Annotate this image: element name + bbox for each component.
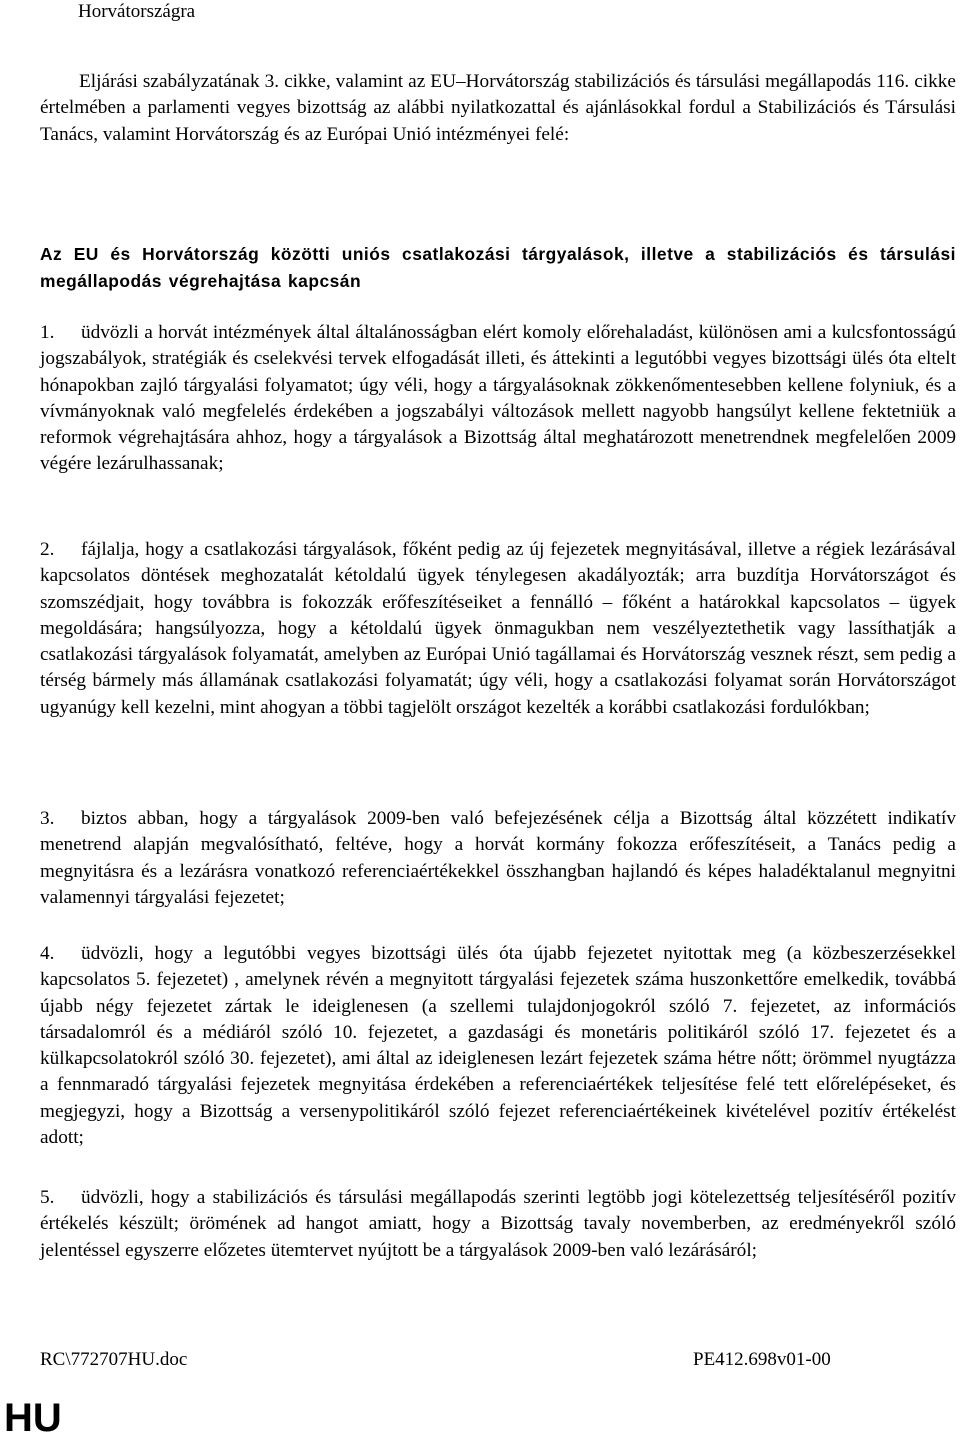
paragraph-number: 4. — [40, 943, 55, 964]
paragraph-number: 5. — [40, 1187, 55, 1208]
paragraph-text: üdvözli, hogy a legutóbbi vegyes bizottsági ülés óta újabb fejezetet nyitottak meg (a közbeszerzésekkel kapcsolatos 5. fejezetet) , amelynek révén a megnyitott tárgyalási fejezetek száma huszonkettőre emelkedik, továbbá újabb négy fejezetet zártak le ideiglenesen (a szellemi tulajdonjogokról szóló 7. fejezetet, az információs társadalomról és a médiáról szóló 10. fejezetet, a gazdasági és monetáris politikáról szóló 17. fejezetet és a külkapcsolatokról szóló 30. fejezetet), ami által az ideiglenesen lezárt fejezetek száma hétre nőtt; örömmel nyugtázza a fennmaradó tárgyalási fejezetek megnyitása érdekében a referenciaértékek teljesítése felé tett előrelépéseket, és megjegyzi, hogy a Bizottság a versenypolitikáról szóló fejezet referenciaértékeinek kivételével pozitív értékelést adott; — [40, 943, 956, 1149]
intro-paragraph: Eljárási szabályzatának 3. cikke, valamint az EU–Horvátország stabilizációs és társulási megállapodás 116. cikke értelmében a parlamenti vegyes bizottság az alábbi nyilatkozattal és ajánlásokkal fordul a Stabilizációs és Társulási Tanács, valamint Horvátország és az Európai Unió intézményei felé: — [40, 71, 956, 145]
paragraph-text: fájlalja, hogy a csatlakozási tárgyalások, főként pedig az új fejezetek megnyitásával, illetve a régiek lezárásával kapcsolatos döntések meghozatalát kétoldalú ügyek ténylegesen akadályozták; arra buzdítja Horvátországot és szomszédjait, hogy továbbra is fokozzák erőfeszítéseiket a fennálló – főként a határokkal kapcsolatos – ügyek megoldására; hangsúlyozza, hogy a kétoldalú ügyek önmagukban nem veszélyeztethetik vagy lassíthatják a csatlakozási tárgyalások folyamatát, amelyben az Európai Unió tagállamai és Horvátország vesznek részt, sem pedig a térség bármely más államának csatlakozási folyamatát; úgy véli, hogy a csatlakozási folyamat során Horvátországot ugyanúgy kell kezelni, mint ahogyan a többi tagjelölt országot kezelték a korábbi csatlakozási fordulókban; — [40, 539, 956, 718]
paragraph-number: 3. — [40, 808, 55, 829]
numbered-paragraph-4 — [40, 941, 956, 1151]
paragraph-number: 2. — [40, 539, 55, 560]
paragraph-text: üdvözli a horvát intézmények által általánosságban elért komoly előrehaladást, különösen ami a kulcsfontosságú jogszabályok, stratégiák és cselekvési tervek elfogadását illeti, és áttekinti a legutóbbi vegyes bizottsági ülés óta eltelt hónapokban zajló tárgyalási folyamatot; úgy véli, hogy a tárgyalásoknak zökkenőmentesebben kellene folyniuk, és a vívmányoknak való megfelelés érdekében a jogszabályi változások mellett nagyobb hangsúlyt kellene fektetniük a reformok végrehajtására ahhoz, hogy a tárgyalások a Bizottság által meghatározott menetrendnek megfelelően 2009 végére lezárulhassanak; — [40, 322, 956, 475]
section-heading: Az EU és Horvátország közötti uniós csatlakozási tárgyalások, illetve a stabilizációs és társulási megállapodás végrehajtása kapcsán — [40, 244, 956, 291]
footer-doc-reference: RC\772707HU.doc — [40, 1349, 188, 1370]
numbered-paragraph-1 — [40, 320, 956, 478]
numbered-paragraph-2 — [40, 537, 956, 721]
numbered-paragraph-5 — [40, 1185, 956, 1264]
paragraph-text: üdvözli, hogy a stabilizációs és társulási megállapodás szerinti legtöbb jogi kötelezettség teljesítéséről pozitív értékelés készült; örömének ad hangot amiatt, hogy a Bizottság tavaly novemberben, az eredményekről szóló jelentéssel egyszerre előzetes ütemtervet nyújtott be a tárgyalások 2009-ben való lezárásáról; — [40, 1187, 956, 1261]
paragraph-text: biztos abban, hogy a tárgyalások 2009-ben való befejezésének célja a Bizottság által közzétett indikatív menetrend alapján megvalósítható, feltéve, hogy a horvát kormány fokozza erőfeszítéseit, a Tanács pedig a megnyitásra és a lezárásra vonatkozó referenciaértékekkel összhangban hajlandó és képes haladéktalanul megnyitni valamennyi tárgyalási fejezetet; — [40, 808, 956, 908]
paragraph-number: 1. — [40, 322, 55, 343]
language-code: HU — [4, 1396, 62, 1440]
footer-pe-reference: PE412.698v01-00 — [693, 1349, 831, 1370]
numbered-paragraph-3 — [40, 806, 956, 911]
header-fragment: Horvátországra — [78, 1, 196, 22]
